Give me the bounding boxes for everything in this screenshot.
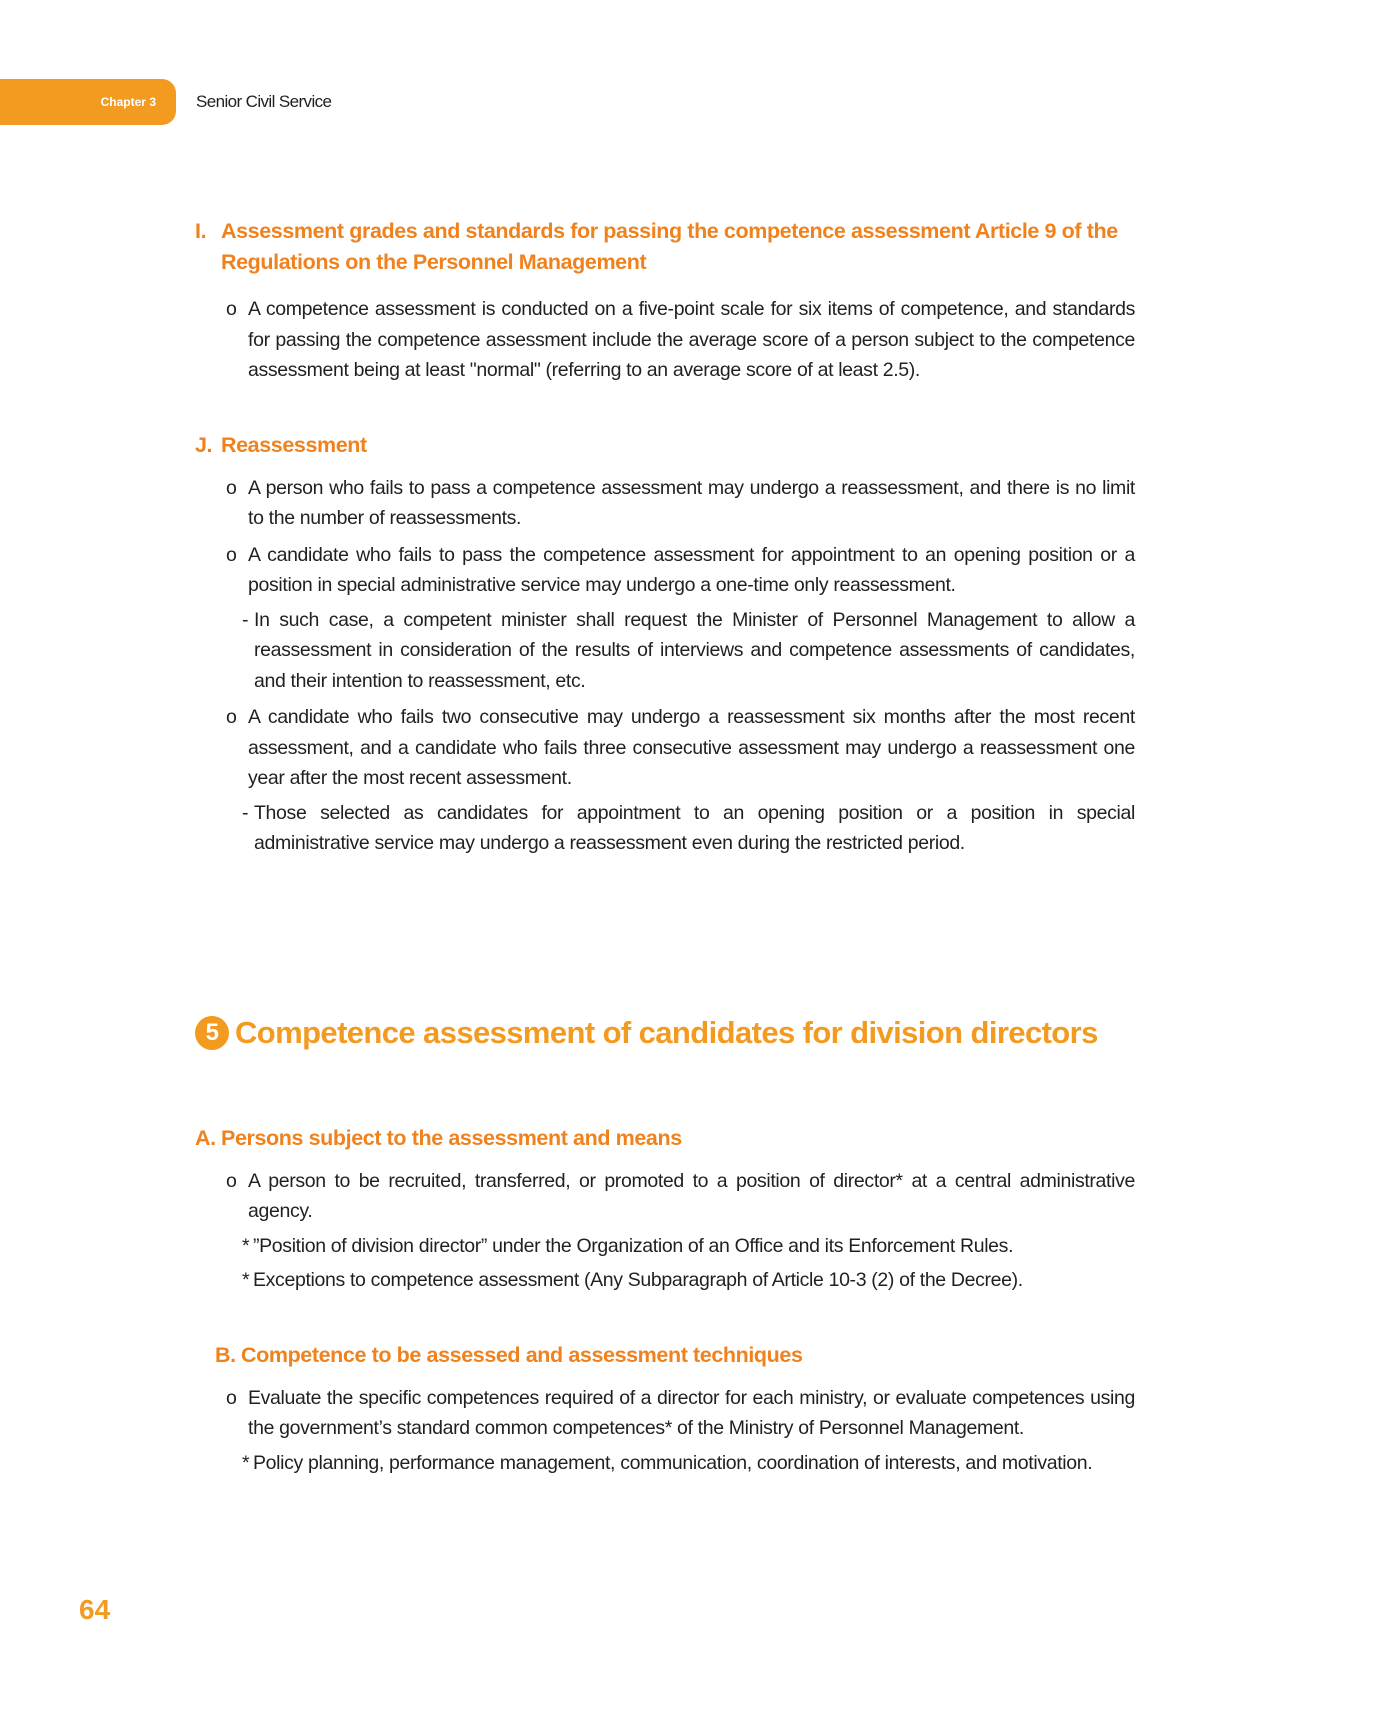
section-number-icon: 5 <box>195 1016 229 1050</box>
section-b <box>195 1340 1135 1479</box>
section-5-title <box>195 1015 1135 1051</box>
section-5-title-text: Competence assessment of candidates for division directors <box>235 1014 1098 1050</box>
bullet-item <box>195 1383 1135 1444</box>
bullet-marker: o <box>226 706 237 728</box>
bullet-marker: o <box>226 476 237 499</box>
bullet-marker: o <box>226 298 237 320</box>
bullet-item <box>195 294 1135 386</box>
section-b-title: Competence to be assessed and assessment techniques <box>241 1342 803 1367</box>
section-i-title: Assessment grades and standards for passing the competence assessment Article 9 of the Regulations on the Personnel Management <box>221 219 1118 274</box>
dash-marker: - <box>242 801 249 824</box>
section-a-heading <box>195 1123 1135 1154</box>
section-j-title: Reassessment <box>221 432 367 457</box>
bullet-item <box>195 473 1135 534</box>
section-j <box>195 430 1135 859</box>
dash-item <box>195 605 1135 697</box>
section-a <box>195 1123 1135 1296</box>
dash-text: In such case, a competent minister shall request the Minister of Personnel Management to allow a reassessment in consideration of the results of interviews and competence assessments of candidates, and their intention to reassessment, etc. <box>254 608 1135 692</box>
bullet-marker: o <box>226 543 237 566</box>
note-item <box>195 1448 1135 1479</box>
bullet-item <box>195 1166 1135 1227</box>
note-item <box>195 1265 1135 1296</box>
section-j-marker: J. <box>195 432 213 457</box>
section-i-heading <box>195 216 1135 278</box>
bullet-item <box>195 540 1135 601</box>
note-marker: * <box>242 1451 250 1474</box>
section-b-marker: B. <box>215 1342 236 1367</box>
dash-marker: - <box>242 608 249 631</box>
dash-text: Those selected as candidates for appointment to an opening position or a position in special administrative service may undergo a reassessment even during the restricted period. <box>254 801 1135 854</box>
bullet-text: Evaluate the specific competences required of a director for each ministry, or evaluate competences using the government’s standard common competences* of the Ministry of Personnel Management. <box>248 1386 1135 1439</box>
section-i-marker: I. <box>195 219 207 243</box>
bullet-item <box>195 702 1135 794</box>
note-marker: * <box>242 1234 250 1257</box>
note-text: Policy planning, performance management, communication, coordination of interests, and motivation. <box>253 1451 1093 1474</box>
chapter-tab: Chapter 3 <box>0 79 176 125</box>
bullet-text: A candidate who fails two consecutive may undergo a reassessment six months after the most recent assessment, and a candidate who fails three consecutive assessment may undergo a reassessment one year after the most recent assessment. <box>248 706 1135 789</box>
note-item <box>195 1231 1135 1262</box>
section-a-title: Persons subject to the assessment and means <box>221 1125 682 1150</box>
bullet-text: A competence assessment is conducted on a five-point scale for six items of competence, and standards for passing the competence assessment include the average score of a person subject to the competence assessment being at least "normal" (referring to an average score of at least 2.5). <box>248 298 1135 381</box>
bullet-text: A candidate who fails to pass the competence assessment for appointment to an opening position or a position in special administrative service may undergo a one-time only reassessment. <box>248 543 1135 596</box>
note-text: ”Position of division director” under the Organization of an Office and its Enforcement Rules. <box>253 1234 1014 1257</box>
section-i <box>195 216 1135 386</box>
dash-item <box>195 798 1135 859</box>
bullet-marker: o <box>226 1169 237 1192</box>
section-b-heading <box>195 1340 1135 1371</box>
note-marker: * <box>242 1269 250 1291</box>
bullet-text: A person to be recruited, transferred, or promoted to a position of director* at a central administrative agency. <box>248 1169 1135 1222</box>
running-title: Senior Civil Service <box>196 92 332 111</box>
bullet-text: A person who fails to pass a competence assessment may undergo a reassessment, and there is no limit to the number of reassessments. <box>248 476 1135 529</box>
section-j-heading <box>195 430 1135 461</box>
page-header <box>0 79 600 125</box>
bullet-marker: o <box>226 1386 237 1409</box>
section-a-marker: A. <box>195 1125 216 1150</box>
page-content <box>195 216 1135 1478</box>
note-text: Exceptions to competence assessment (Any Subparagraph of Article 10-3 (2) of the Decree). <box>253 1269 1023 1291</box>
page-number: 64 <box>79 1594 111 1625</box>
